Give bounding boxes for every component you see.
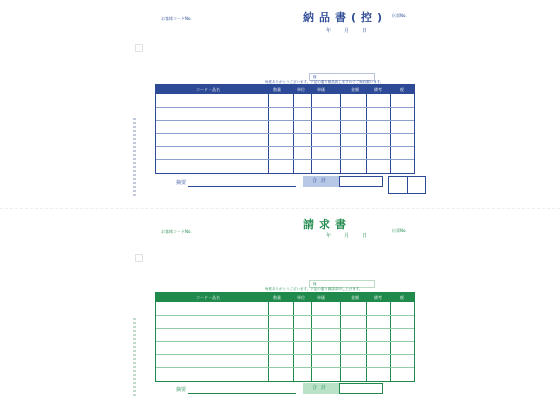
header-tax: 税 [400, 295, 404, 300]
customer-code-label: お客様コードNo. [161, 229, 192, 234]
table-row [156, 120, 414, 121]
side-fine-print [133, 318, 136, 396]
total-label-box: 合計 [303, 176, 339, 187]
total-amount-box [339, 383, 383, 394]
delivery-notice: 毎度ありがとうございます。下記の通り納品致しますのでご検収願います。 [265, 80, 384, 84]
header-item: コード・品名 [196, 87, 220, 92]
header-price: 単価 [317, 87, 325, 92]
header-amount: 金額 [351, 295, 359, 300]
table-row [156, 354, 414, 355]
delivery-table-header [156, 85, 414, 94]
remarks-label: 摘要 [176, 180, 187, 186]
header-unit: 単位 [297, 87, 305, 92]
remarks-line [188, 393, 296, 394]
invoice-table [155, 292, 415, 382]
header-amount: 金額 [351, 87, 359, 92]
remarks-label: 摘要 [176, 387, 187, 393]
slip-number-label: 伝票No. [392, 13, 407, 18]
feed-hole-mark [135, 44, 143, 52]
invoice-date-label: 年 月 日 [326, 233, 372, 239]
table-row [156, 146, 414, 147]
header-remarks: 備考 [374, 295, 382, 300]
table-row [156, 315, 414, 316]
side-fine-print [133, 118, 136, 196]
side-print-mark [132, 112, 138, 116]
table-row [156, 367, 414, 368]
slip-number-label: 伝票No. [392, 228, 407, 233]
feed-hole-mark [135, 254, 143, 262]
customer-code-label: お客様コードNo. [161, 16, 192, 21]
table-row [156, 107, 414, 108]
stamp-divider [407, 176, 408, 194]
delivery-title: 納品書(控) [303, 11, 388, 24]
total-label-box: 合計 [303, 383, 339, 394]
remarks-line [188, 186, 296, 187]
recipient-label: 様 [313, 282, 317, 286]
table-row [156, 341, 414, 342]
invoice-notice: 毎度ありがとうございます。下記の通り御請求申し上げます。 [265, 287, 363, 291]
header-price: 単価 [317, 295, 325, 300]
invoice-table-header [156, 293, 414, 302]
header-qty: 数量 [273, 295, 281, 300]
header-qty: 数量 [273, 87, 281, 92]
table-row [156, 328, 414, 329]
header-remarks: 備考 [374, 87, 382, 92]
invoice-title: 請求書 [303, 218, 351, 231]
header-unit: 単位 [297, 295, 305, 300]
recipient-label: 様 [313, 75, 317, 79]
header-item: コード・品名 [196, 295, 220, 300]
total-amount-box [339, 176, 383, 187]
delivery-table [155, 84, 415, 174]
table-row [156, 133, 414, 134]
table-row [156, 159, 414, 160]
header-tax: 税 [400, 87, 404, 92]
delivery-date-label: 年 月 日 [326, 28, 372, 34]
perforation-line [0, 208, 560, 209]
